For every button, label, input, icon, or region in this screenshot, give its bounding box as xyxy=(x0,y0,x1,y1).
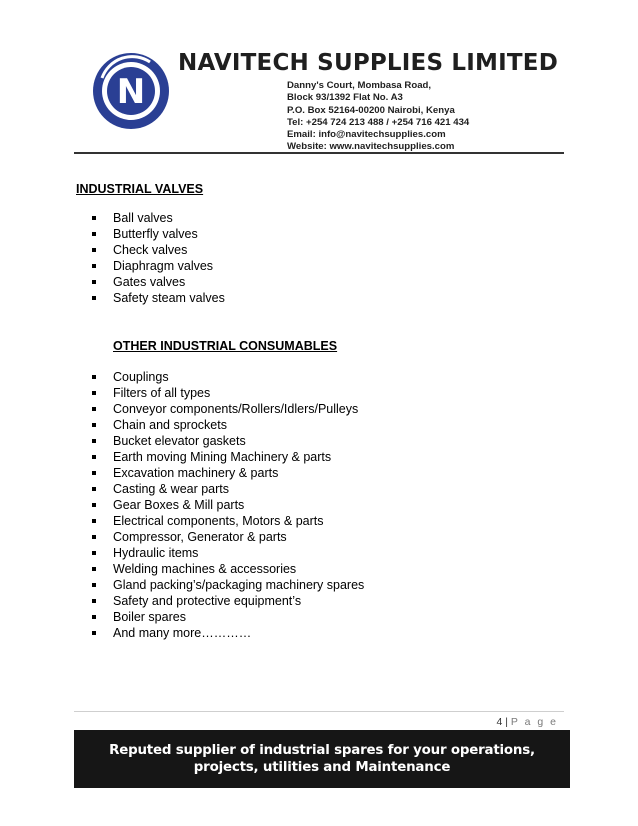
list-item xyxy=(76,545,556,561)
square-bullet-icon xyxy=(92,551,96,555)
list-item-label: Conveyor components/Rollers/Idlers/Pulleys xyxy=(113,402,359,416)
po-box: P.O. Box 52164-00200 Nairobi, Kenya xyxy=(287,104,455,116)
list-item xyxy=(76,481,556,497)
list-item xyxy=(76,274,556,290)
list-item xyxy=(76,465,556,481)
list-item xyxy=(76,561,556,577)
square-bullet-icon xyxy=(92,599,96,603)
page-number-separator: | xyxy=(505,716,508,728)
logo-letter: N xyxy=(116,72,146,112)
square-bullet-icon xyxy=(92,216,96,220)
list-item-label: Boiler spares xyxy=(113,610,186,624)
list-item xyxy=(76,433,556,449)
page-label: P a g e xyxy=(510,716,558,728)
footer-divider xyxy=(74,711,564,712)
list-item xyxy=(76,497,556,513)
square-bullet-icon xyxy=(92,631,96,635)
valves-list xyxy=(76,210,556,306)
footer-banner xyxy=(74,730,570,788)
list-item-label: Couplings xyxy=(113,370,169,384)
square-bullet-icon xyxy=(92,455,96,459)
website: Website: www.navitechsupplies.com xyxy=(287,141,455,153)
footer-tagline-line-1: Reputed supplier of industrial spares for your operations, xyxy=(109,743,535,758)
square-bullet-icon xyxy=(92,439,96,443)
consumables-list xyxy=(76,369,556,641)
square-bullet-icon xyxy=(92,471,96,475)
section-title-valves: INDUSTRIAL VALVES xyxy=(76,182,204,196)
contact-block xyxy=(287,80,469,154)
square-bullet-icon xyxy=(92,535,96,539)
letterhead xyxy=(0,0,638,160)
list-item-label: Ball valves xyxy=(113,211,173,225)
square-bullet-icon xyxy=(92,248,96,252)
list-item-label: Bucket elevator gaskets xyxy=(113,434,246,448)
header-divider xyxy=(74,152,564,154)
list-item-label: Hydraulic items xyxy=(113,546,199,560)
square-bullet-icon xyxy=(92,583,96,587)
list-item xyxy=(76,226,556,242)
list-item-label: Safety steam valves xyxy=(113,291,225,305)
square-bullet-icon xyxy=(92,567,96,571)
list-item xyxy=(76,385,556,401)
square-bullet-icon xyxy=(92,391,96,395)
list-item xyxy=(76,609,556,625)
square-bullet-icon xyxy=(92,296,96,300)
list-item xyxy=(76,625,556,641)
list-item xyxy=(76,593,556,609)
list-item-label: Check valves xyxy=(113,243,188,257)
square-bullet-icon xyxy=(92,487,96,491)
list-item-label: Filters of all types xyxy=(113,386,211,400)
list-item xyxy=(76,513,556,529)
list-item xyxy=(76,401,556,417)
square-bullet-icon xyxy=(92,519,96,523)
list-item-label: Safety and protective equipment’s xyxy=(113,594,302,608)
list-item-label: Welding machines & accessories xyxy=(113,562,297,576)
list-item xyxy=(76,449,556,465)
square-bullet-icon xyxy=(92,407,96,411)
page-number-value: 4 xyxy=(496,716,503,728)
company-name: NAVITECH SUPPLIES LIMITED xyxy=(178,50,558,76)
square-bullet-icon xyxy=(92,423,96,427)
page-number xyxy=(496,716,558,728)
list-item-label: Excavation machinery & parts xyxy=(113,466,279,480)
list-item xyxy=(76,290,556,306)
footer-tagline-line-2: projects, utilities and Maintenance xyxy=(193,760,451,775)
page-content xyxy=(76,182,556,641)
company-logo-icon xyxy=(92,52,170,130)
list-item xyxy=(76,369,556,385)
square-bullet-icon xyxy=(92,264,96,268)
list-item-label: Earth moving Mining Machinery & parts xyxy=(113,450,332,464)
section-title-consumables: OTHER INDUSTRIAL CONSUMABLES xyxy=(113,339,338,353)
address-line-2: Block 93/1392 Flat No. A3 xyxy=(287,92,403,104)
list-item-label: Gland packing’s/packaging machinery spares xyxy=(113,578,365,592)
list-item xyxy=(76,258,556,274)
list-item xyxy=(76,417,556,433)
list-item xyxy=(76,529,556,545)
list-item xyxy=(76,210,556,226)
list-item-label: Gates valves xyxy=(113,275,186,289)
list-item-label: Gear Boxes & Mill parts xyxy=(113,498,245,512)
list-item-label: Diaphragm valves xyxy=(113,259,214,273)
list-item-label: Chain and sprockets xyxy=(113,418,227,432)
list-item-label: Compressor, Generator & parts xyxy=(113,530,287,544)
square-bullet-icon xyxy=(92,503,96,507)
square-bullet-icon xyxy=(92,232,96,236)
list-item xyxy=(76,242,556,258)
list-item-label: And many more………… xyxy=(113,626,252,640)
square-bullet-icon xyxy=(92,615,96,619)
telephone: Tel: +254 724 213 488 / +254 716 421 434 xyxy=(287,116,470,128)
list-item-label: Butterfly valves xyxy=(113,227,198,241)
square-bullet-icon xyxy=(92,280,96,284)
list-item xyxy=(76,577,556,593)
address-line-1: Danny's Court, Mombasa Road, xyxy=(287,80,432,91)
email: Email: info@navitechsupplies.com xyxy=(287,129,446,141)
list-item-label: Casting & wear parts xyxy=(113,482,230,496)
square-bullet-icon xyxy=(92,375,96,379)
list-item-label: Electrical components, Motors & parts xyxy=(113,514,324,528)
